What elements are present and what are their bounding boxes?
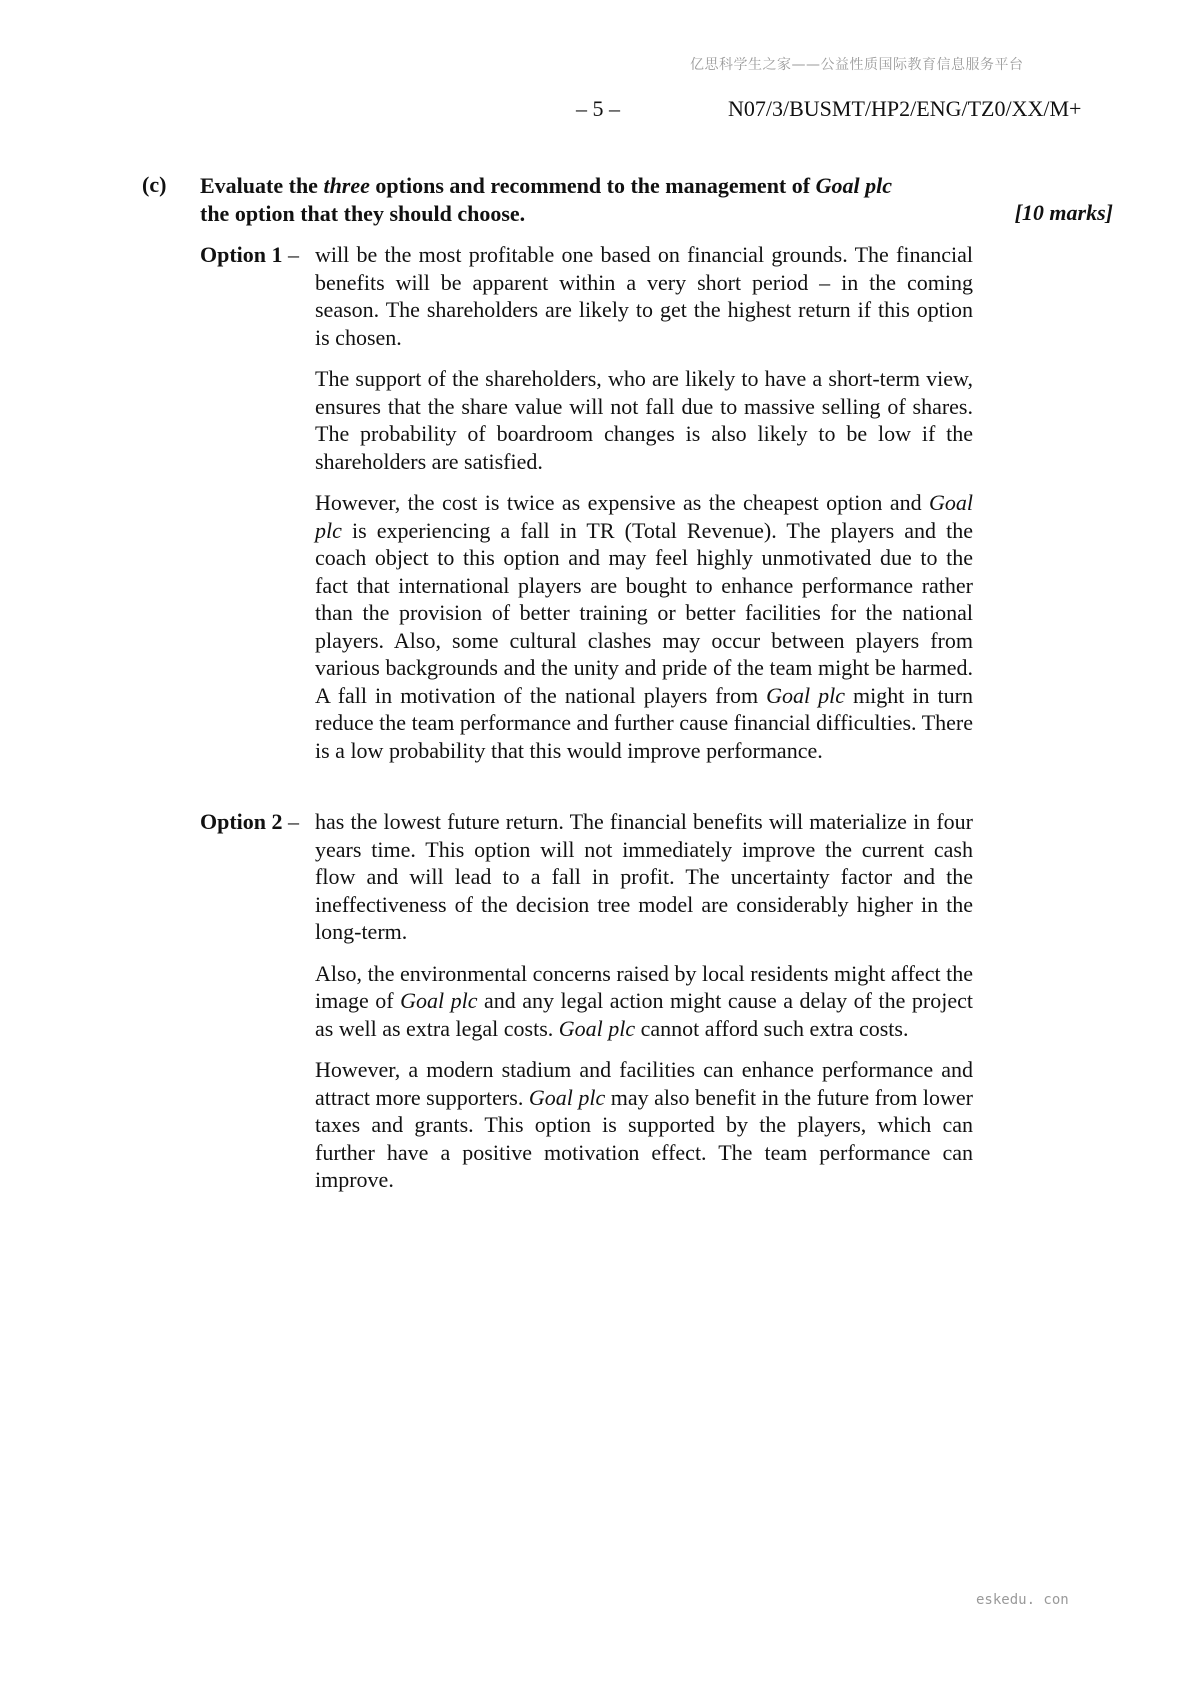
option-1-label: [200, 241, 299, 269]
text-run: might in turn reduce the team performance and further cause financial difficulties. There is a low probability that this would improve performance.: [315, 682, 974, 763]
watermark-bottom: eskedu. con: [976, 1592, 1069, 1608]
option-2-body: [315, 808, 973, 1208]
option-2-label: [200, 808, 299, 836]
option-2-dash: –: [282, 809, 300, 834]
company-name: Goal plc: [558, 1015, 636, 1041]
option-1-paragraph-3: [315, 489, 973, 764]
option-1-paragraph-2: The support of the shareholders, who are likely to have a short-term view, ensures that the share value will not fall due to massive selling of shares. The probability of boardroom changes is also likely to be low if the shareholders are satisfied.: [315, 366, 973, 474]
option-1-label-text: Option 1: [200, 242, 283, 267]
company-name: Goal plc: [400, 988, 478, 1013]
question-text-emphasis: three: [323, 173, 370, 198]
document-code: N07/3/BUSMT/HP2/ENG/TZ0/XX/M+: [728, 96, 1082, 121]
text-run: is experiencing a fall in TR (Total Revenue). The players and the coach object to this option and may feel highly unmotivated due to the fact that international players are bought to enhance performance rather than the provision of better training or better facilities for the national players. Also, some cultural clashes may occur between players from various backgrounds and the unity and pride of the team might be harmed. A fall in motivation of the national players from: [315, 517, 973, 708]
text-run: cannot afford such extra costs.: [635, 1015, 909, 1041]
question-text-part: Evaluate the: [200, 173, 324, 198]
question-text-part: options and recommend to the management of: [369, 173, 816, 198]
option-1-body: [315, 241, 973, 778]
text-run: Also, the environmental concerns raised by local residents might affect the image of: [315, 960, 973, 1013]
question-text-part: the option that they should choose.: [200, 201, 526, 226]
option-1-dash: –: [282, 242, 300, 267]
text-run: However, a modern stadium and facilities can enhance performance and attract more supporters.: [315, 1057, 973, 1110]
option-2-paragraph-1: has the lowest future return. The financial benefits will materialize in four years time. This option will not immediately improve the current cash flow and will lead to a fall in profit. The uncertainty factor and the ineffectiveness of the decision tree model are considerably higher in the long-term.: [315, 809, 973, 944]
question-label: (c): [142, 172, 167, 197]
company-name: Goal plc: [528, 1084, 606, 1110]
company-name: Goal plc: [315, 490, 973, 543]
question-text: [200, 172, 980, 228]
option-2-paragraph-3: [315, 1056, 973, 1194]
watermark-top: 亿思科学生之家——公益性质国际教育信息服务平台: [690, 57, 1024, 73]
text-run: and any legal action might cause a delay of the project as well as extra legal costs.: [315, 988, 973, 1041]
company-name: Goal plc: [766, 682, 846, 708]
option-1-paragraph-1: will be the most profitable one based on financial grounds. The financial benefits will be apparent within a very short period – in the coming season. The shareholders are likely to get the highest return if this option is chosen.: [315, 242, 973, 350]
option-2-label-text: Option 2: [200, 809, 283, 834]
question-marks: [10 marks]: [1014, 200, 1113, 225]
page-number: – 5 –: [576, 96, 620, 121]
option-2-paragraph-2: [315, 960, 973, 1043]
question-text-company: Goal plc: [815, 173, 892, 198]
text-run: may also benefit in the future from lower taxes and grants. This option is supported by the players, which can further have a positive motivation effect. The team performance can improve.: [315, 1084, 973, 1192]
text-run: However, the cost is twice as expensive as the cheapest option and: [315, 490, 929, 515]
